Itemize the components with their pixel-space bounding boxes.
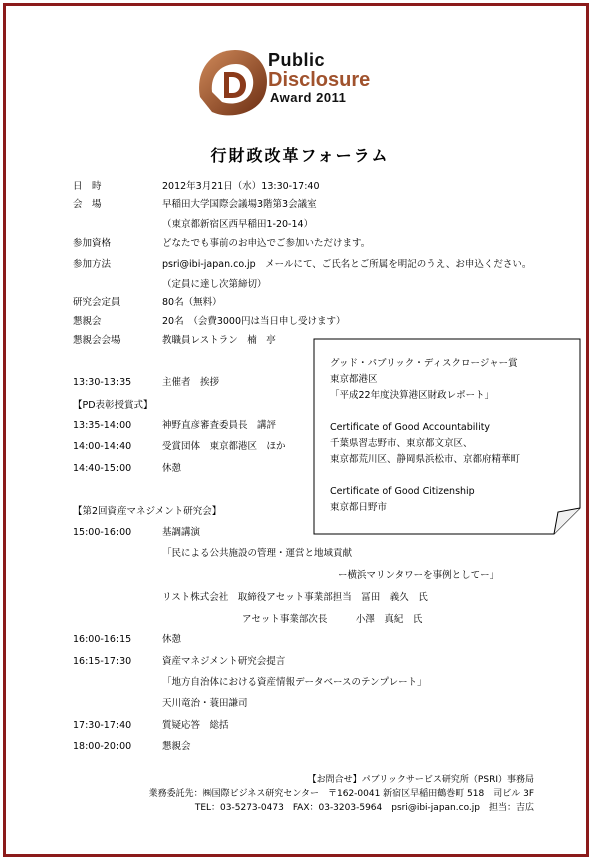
schedule-time: 14:40-15:00 <box>73 463 132 474</box>
info-label: 研究会定員 <box>73 297 121 308</box>
info-value: （定員に達し次第締切） <box>162 279 267 290</box>
schedule-time: 15:00-16:00 <box>73 527 132 538</box>
schedule-text: 主催者 挨拶 <box>162 377 220 388</box>
page-title: 行財政改革フォーラム <box>210 146 390 165</box>
schedule-time: 14:00-14:40 <box>73 441 132 452</box>
schedule-time: 17:30-17:40 <box>73 720 132 731</box>
schedule-text: 休憩 <box>162 634 182 645</box>
schedule-time: 16:15-17:30 <box>73 656 132 667</box>
section-heading: 【PD表彰授賞式】 <box>73 400 153 411</box>
info-value: psri@ibi-japan.co.jp メールにて、ご氏名とご所属を明記のうえ、お申込ください。 <box>162 259 532 270</box>
info-value: 教職員レストラン 楠 亭 <box>162 335 276 346</box>
logo-line2: Disclosure <box>268 69 371 91</box>
footer-contact: 【お問合せ】パブリックサービス研究所（PSRI）事務局 <box>307 775 534 785</box>
note-line: グッド・パブリック・ディスクロージャー賞 <box>330 358 518 369</box>
info-label: 懇親会 <box>73 316 102 327</box>
note-line: 東京都日野市 <box>330 502 388 513</box>
info-label: 参加方法 <box>73 259 112 270</box>
info-label: 会 場 <box>73 199 102 210</box>
award-note-box <box>313 338 581 535</box>
note-line: Certificate of Good Accountability <box>330 422 491 433</box>
info-value: 早稲田大学国際会議場3階第3会議室 <box>162 199 317 210</box>
schedule-time: 18:00-20:00 <box>73 741 132 752</box>
note-line: 千葉県習志野市、東京都文京区、 <box>330 438 473 449</box>
schedule-text: 「地方自治体における資産情報データベースのテンプレート」 <box>162 677 427 688</box>
logo-line3: Award 2011 <box>270 90 347 105</box>
schedule-text: 天川竜治・蓑田謙司 <box>162 698 248 709</box>
schedule-text: 休憩 <box>162 463 182 474</box>
schedule-text: 質疑応答 総括 <box>162 720 229 731</box>
info-value: （東京都新宿区西早稲田1-20-14） <box>162 219 314 230</box>
info-value: 2012年3月21日（水）13:30-17:40 <box>162 181 320 192</box>
schedule-text: 基調講演 <box>162 527 201 538</box>
schedule-time: 16:00-16:15 <box>73 634 132 645</box>
logo-text <box>268 50 370 106</box>
note-line: Certificate of Good Citizenship <box>330 486 475 497</box>
info-value: 80名（無料） <box>162 297 222 308</box>
schedule-time: 13:30-13:35 <box>73 377 132 388</box>
logo-line1: Public <box>268 50 326 70</box>
info-value: 20名 （会費3000円は当日申し受けます） <box>162 316 346 327</box>
info-label: 懇親会会場 <box>73 335 121 346</box>
footer-tel: TEL：03-5273-0473 FAX：03-3203-5964 psri@ibi-japan.co.jp 担当：吉広 <box>194 803 534 813</box>
schedule-text: 受賞団体 東京都港区 ほか <box>162 441 286 452</box>
schedule-text: リスト株式会社 取締役アセット事業部担当 冨田 義久 氏 <box>162 592 428 603</box>
schedule-text: 神野直彦審査委員長 講評 <box>162 420 277 431</box>
schedule-time: 13:35-14:00 <box>73 420 132 431</box>
info-value: どなたでも事前のお申込でご参加いただけます。 <box>162 238 371 249</box>
info-label: 参加資格 <box>73 238 112 249</box>
schedule-text: 「民による公共施設の管理・運営と地域貢献 <box>162 548 353 559</box>
schedule-text: 懇親会 <box>162 741 191 752</box>
schedule-text: 資産マネジメント研究会提言 <box>162 656 286 667</box>
schedule-text: アセット事業部次長 小澤 真紀 氏 <box>242 614 423 625</box>
footer-contractor: 業務委託先：㈱国際ビジネス研究センター 〒162-0041 新宿区早稲田鶴巻町 518 司ビル 3F <box>148 789 534 799</box>
note-line: 東京都荒川区、静岡県浜松市、京都府精華町 <box>330 454 521 465</box>
section-heading: 【第2回資産マネジメント研究会】 <box>73 506 222 517</box>
note-line: 東京都港区 <box>330 374 378 385</box>
note-line: 「平成22年度決算港区財政レポート」 <box>330 390 495 401</box>
schedule-text: ー横浜マリンタワーを事例としてー」 <box>338 570 500 581</box>
info-label: 日 時 <box>73 181 102 192</box>
